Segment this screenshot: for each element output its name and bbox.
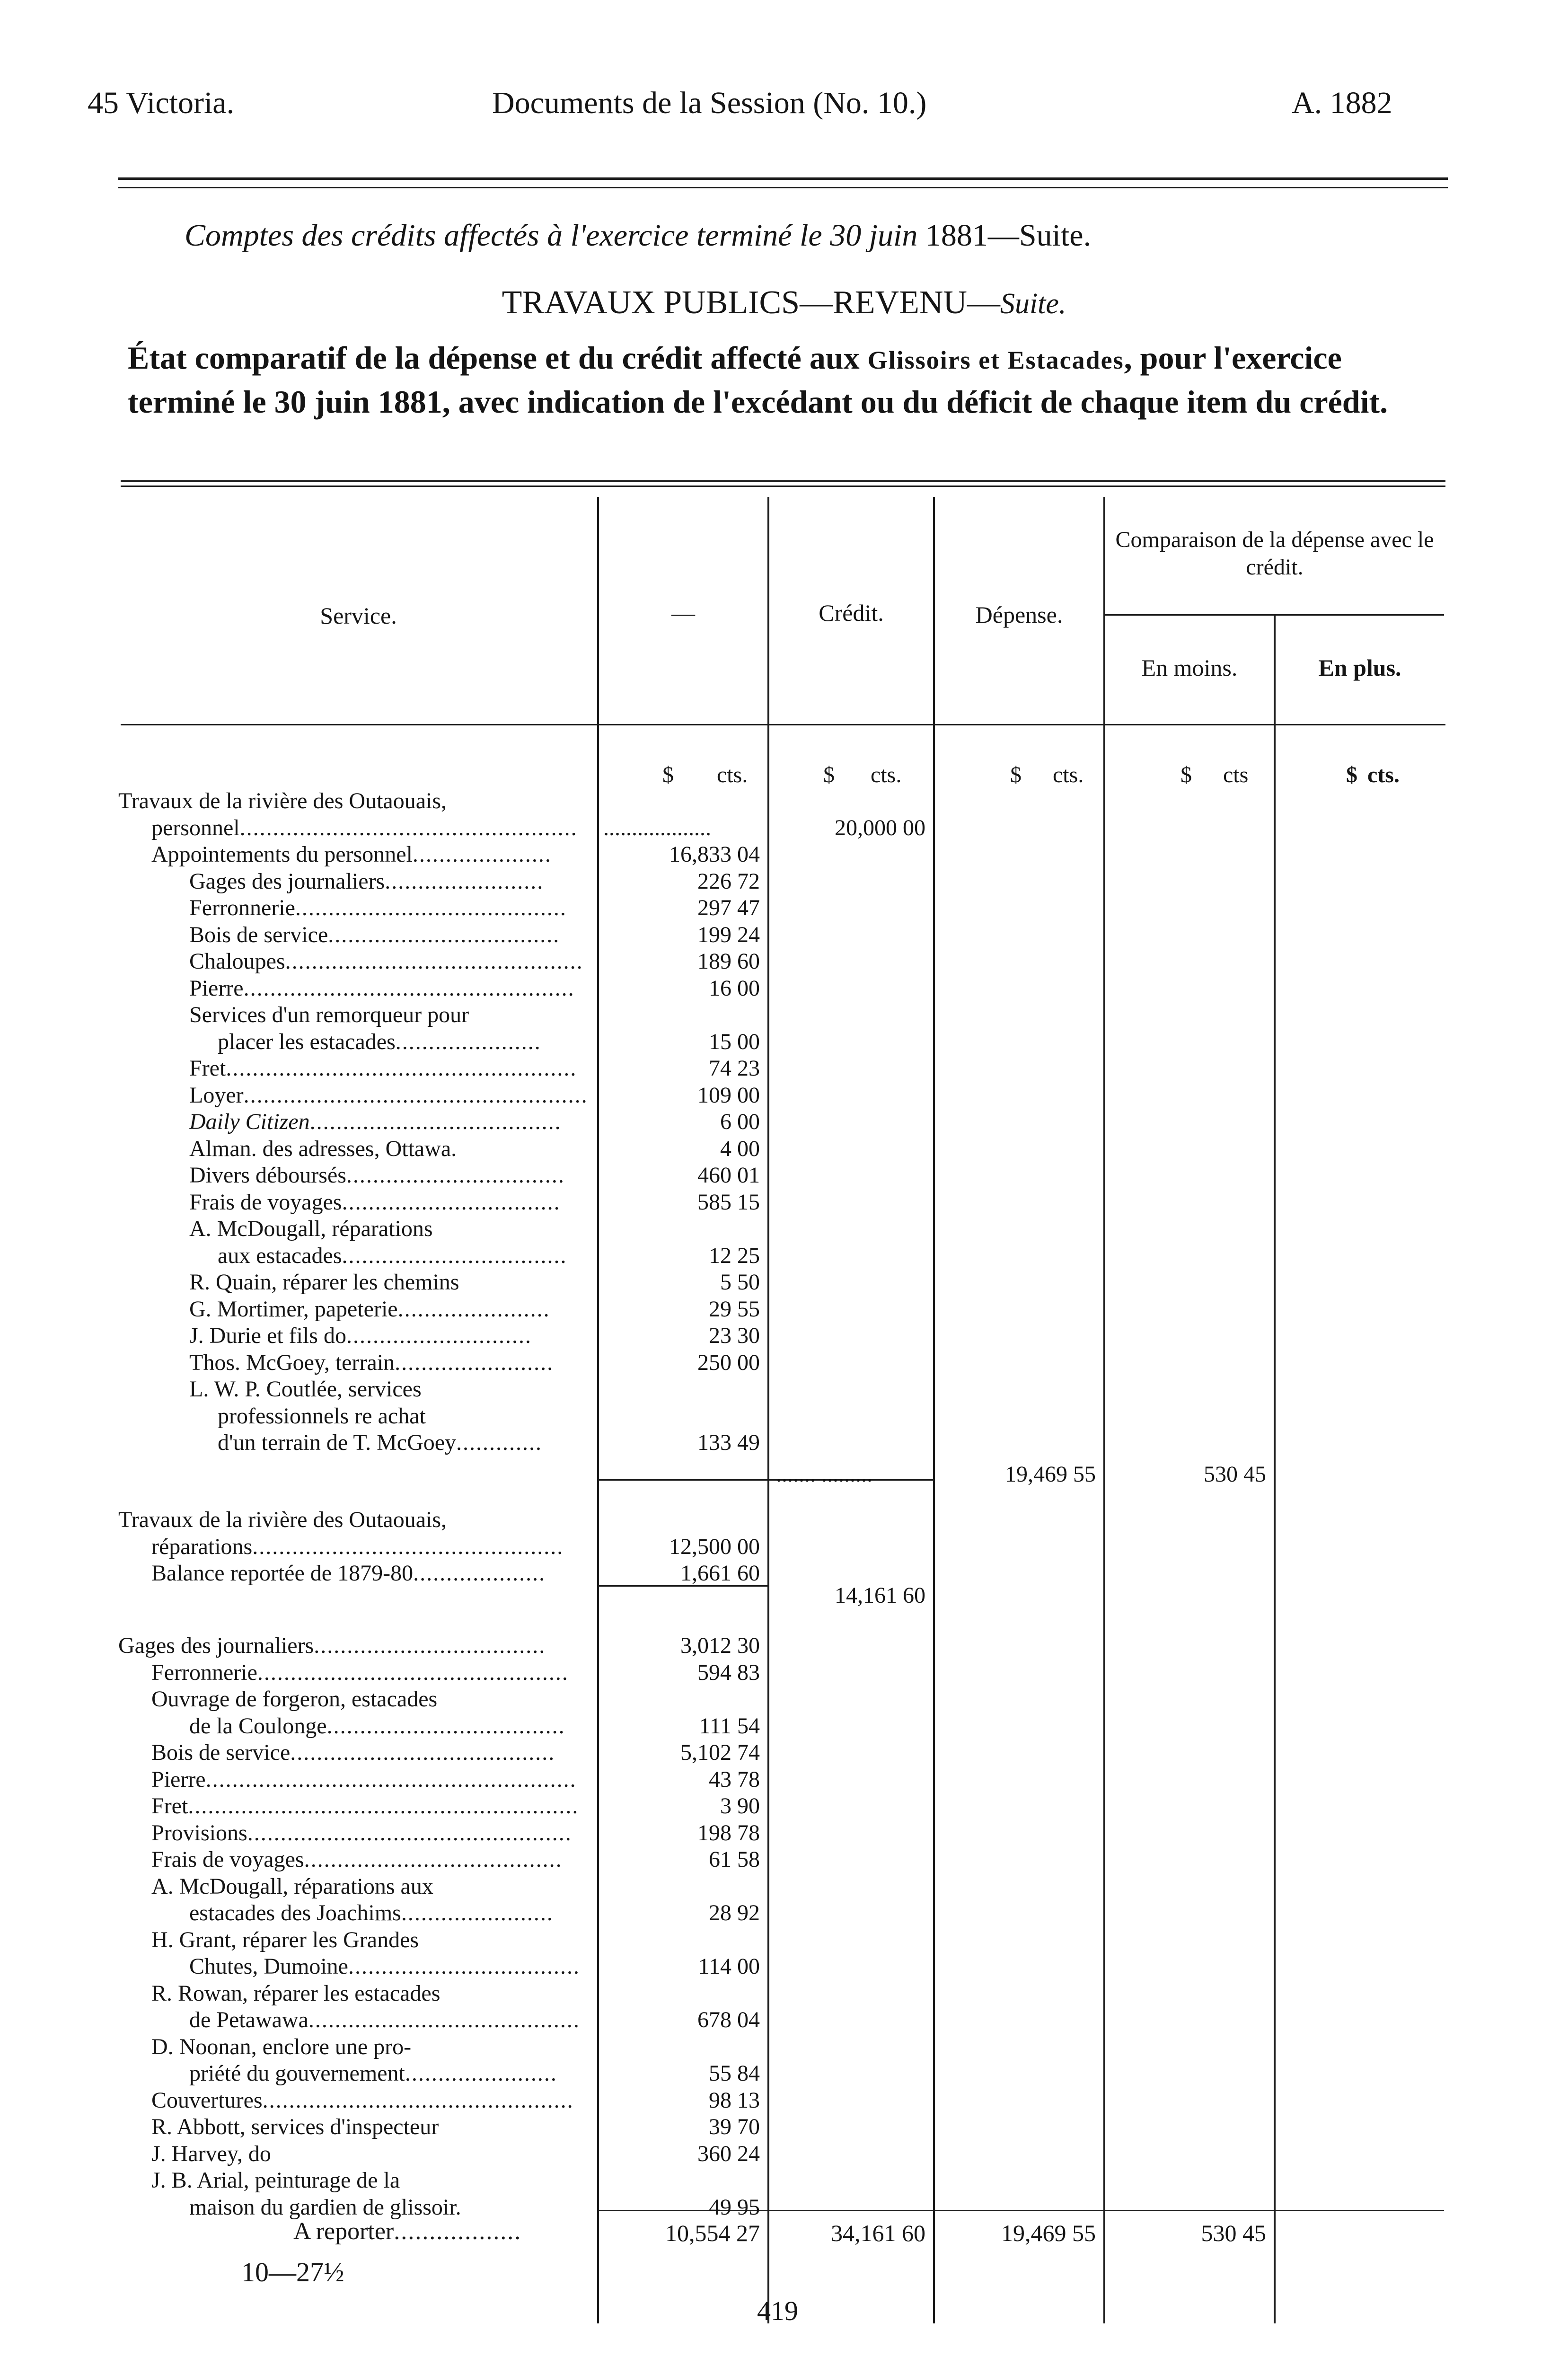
row-label xyxy=(189,1953,594,1980)
row-amount: 16,833 04 xyxy=(669,842,760,867)
row-amount: 15 00 xyxy=(709,1029,760,1054)
section-subtitle-suite: Suite. xyxy=(1000,288,1066,320)
total-credit: 34,161 60 xyxy=(831,2220,925,2246)
leader-dots: ........................................................ xyxy=(205,1767,577,1792)
row-label-text: Frais de voyages xyxy=(189,1190,342,1215)
total-label-dots: .................. xyxy=(394,2218,522,2245)
row-amount: 3,012 30 xyxy=(680,1633,760,1658)
unit-cts-plus: cts. xyxy=(1367,762,1400,787)
leader-dots: ............................................... xyxy=(252,1534,564,1559)
row-label xyxy=(189,868,594,895)
row-label-text: aux estacades xyxy=(218,1243,342,1268)
leader-dots: ....................................... xyxy=(304,1847,563,1872)
row-amount: 16 00 xyxy=(709,976,760,1001)
row-label-text: Pierre xyxy=(151,1767,206,1792)
row-label-text: Provisions xyxy=(151,1820,247,1845)
row-label xyxy=(189,1109,594,1135)
row-label xyxy=(151,1686,594,1713)
row-label-text: D. Noonan, enclore une pro- xyxy=(151,2034,412,2059)
leader-dots: ....................... xyxy=(401,1900,554,1925)
row-label xyxy=(151,1560,594,1587)
leader-dots: .................... xyxy=(413,1561,546,1586)
row-label xyxy=(189,1350,594,1376)
row-amount: 297 47 xyxy=(697,895,760,920)
row-label-text: Chutes, Dumoine xyxy=(189,1954,348,1979)
row-label-text: placer les estacades xyxy=(218,1029,396,1054)
unit-dollar-credit: $ xyxy=(823,762,835,787)
table-top-rule-2 xyxy=(121,486,1445,487)
row-label xyxy=(218,1403,594,1430)
row-label-text: Loyer xyxy=(189,1083,244,1108)
running-header-center: Documents de la Session (No. 10.) xyxy=(492,86,927,120)
col-header-comparaison: Comparaison de la dépense avec le crédit. xyxy=(1115,527,1434,580)
row-label xyxy=(189,2007,594,2033)
leader-dots: ................................. xyxy=(342,1190,561,1215)
section-title xyxy=(185,218,1091,254)
row-amount: 189 60 xyxy=(697,949,760,974)
row-label xyxy=(189,948,594,975)
row-label xyxy=(151,2167,594,2194)
row-depense: 19,469 55 xyxy=(1005,1462,1096,1487)
row-label-text: professionnels re achat xyxy=(218,1404,426,1429)
row-label-text: J. Durie et fils do xyxy=(189,1323,346,1348)
header-bottom-rule xyxy=(121,724,1445,725)
row-label xyxy=(189,2194,594,2221)
row-label-text: Chaloupes xyxy=(189,949,285,974)
leader-dots: ...................................... xyxy=(309,1109,562,1134)
row-label-text: R. Abbott, services d'inspecteur xyxy=(151,2114,439,2139)
row-amount: 678 04 xyxy=(697,2007,760,2032)
col-header-en-moins: En moins. xyxy=(1141,654,1238,681)
row-label xyxy=(189,1323,594,1349)
row-label-text: Ferronnerie xyxy=(151,1660,257,1685)
row-amount: 3 90 xyxy=(720,1793,760,1819)
row-amount: 12 25 xyxy=(709,1243,760,1268)
row-label xyxy=(118,1507,594,1533)
row-label xyxy=(118,788,594,814)
row-amount: 114 00 xyxy=(698,1954,760,1979)
row-label-text: J. Harvey, do xyxy=(151,2141,271,2166)
row-label xyxy=(151,2141,594,2167)
row-label-text: Fret xyxy=(151,1793,188,1819)
row-label xyxy=(151,1873,594,1900)
row-label xyxy=(218,1029,594,1055)
row-amount: 198 78 xyxy=(697,1820,760,1845)
row-label-text: Alman. des adresses, Ottawa. xyxy=(189,1136,457,1161)
col-header-credit: Crédit. xyxy=(819,600,884,626)
statement-intro-subject: Glissoirs et Estacades xyxy=(867,346,1124,374)
row-label xyxy=(151,1660,594,1686)
row-amount: 5 50 xyxy=(720,1270,760,1295)
total-label-text: A reporter xyxy=(293,2218,394,2245)
row-amount: 4 00 xyxy=(720,1136,760,1161)
leader-dots: ......................................... xyxy=(295,895,567,920)
row-label-text: A. McDougall, réparations aux xyxy=(151,1874,433,1899)
row-amount: 226 72 xyxy=(697,869,760,894)
row-amount: 43 78 xyxy=(709,1767,760,1792)
unit-dollar-depense: $ xyxy=(1010,762,1022,787)
leader-dots: ..................... xyxy=(412,842,552,867)
col-divider-5 xyxy=(1274,615,1276,2323)
col-header-en-plus: En plus. xyxy=(1318,654,1401,681)
row-label xyxy=(189,1296,594,1323)
row-amount: 111 54 xyxy=(699,1713,760,1739)
row-label-text: R. Rowan, réparer les estacades xyxy=(151,1981,440,2006)
leader-dots: ................................................... xyxy=(239,815,578,840)
row-amount: 61 58 xyxy=(709,1847,760,1872)
unit-cts-moins: cts xyxy=(1223,762,1249,787)
statement-intro-c: , pour l'exercice terminé le 30 juin 1881, avec indication de l'excédant ou du déficit de chaque item du crédit. xyxy=(128,340,1388,420)
statement-intro xyxy=(128,337,1443,423)
row-label-text: Travaux de la rivière des Outaouais, xyxy=(118,788,447,813)
page-number: 419 xyxy=(757,2295,798,2326)
leader-dots: ........................ xyxy=(385,869,544,894)
row-label xyxy=(189,1900,594,1926)
running-header-right: A. 1882 xyxy=(1292,86,1392,120)
leader-dots: ................................. xyxy=(346,1163,565,1188)
table-top-rule-1 xyxy=(121,480,1445,482)
col-divider-3 xyxy=(933,497,935,2323)
leader-dots: ........................ xyxy=(395,1350,554,1375)
leader-dots: ........................................................... xyxy=(188,1793,579,1819)
row-label xyxy=(189,2060,594,2087)
total-en-moins: 530 45 xyxy=(1201,2220,1266,2246)
row-amount: 133 49 xyxy=(697,1430,760,1455)
row-amount: 585 15 xyxy=(697,1190,760,1215)
unit-cts-credit: cts. xyxy=(871,762,902,787)
row-label xyxy=(189,975,594,1002)
row-credit: 20,000 00 xyxy=(835,815,925,840)
row-label xyxy=(218,1243,594,1269)
row-label-text: J. B. Arial, peinturage de la xyxy=(151,2168,400,2193)
row-label xyxy=(189,895,594,921)
row-label xyxy=(189,1136,594,1162)
row-label xyxy=(189,1002,594,1028)
row-label-text: réparations xyxy=(151,1534,253,1559)
unit-cts-amount: cts. xyxy=(717,762,748,787)
row-amount: 28 92 xyxy=(709,1900,760,1925)
section-subtitle-text: TRAVAUX PUBLICS—REVENU— xyxy=(502,284,1000,321)
row-label-text: Travaux de la rivière des Outaouais, xyxy=(118,1507,447,1532)
row-amount: 12,500 00 xyxy=(669,1534,760,1559)
row-label-text: Thos. McGoey, terrain xyxy=(189,1350,395,1375)
row-label-text: priété du gouvernement xyxy=(189,2061,405,2086)
row-amount: 109 00 xyxy=(697,1083,760,1108)
row-label xyxy=(151,841,594,868)
row-label-text: de Petawawa xyxy=(189,2007,308,2032)
header-rule-bottom xyxy=(118,187,1448,188)
row-label-text: maison du gardien de glissoir. xyxy=(189,2195,461,2220)
row-amount: 199 24 xyxy=(697,922,760,947)
unit-dollar-amount: $ xyxy=(662,762,674,787)
row-label-text: de la Coulonge xyxy=(189,1713,327,1739)
row-label-text: A. McDougall, réparations xyxy=(189,1216,433,1241)
row-label xyxy=(189,1269,594,1296)
row-label-text: H. Grant, réparer les Grandes xyxy=(151,1927,419,1952)
leader-dots: .................................. xyxy=(342,1243,567,1268)
comparison-split-rule xyxy=(1103,614,1444,616)
row-label-text: personnel xyxy=(151,815,240,840)
row-label xyxy=(151,1820,594,1846)
total-label xyxy=(293,2218,521,2245)
row-label xyxy=(151,1846,594,1873)
row-label-text: Appointements du personnel xyxy=(151,842,413,867)
leader-dots: .................................... xyxy=(326,1713,565,1739)
row-label xyxy=(151,1927,594,1953)
total-amount: 10,554 27 xyxy=(665,2220,760,2246)
col-header-service: Service. xyxy=(320,602,397,629)
col-header-depense: Dépense. xyxy=(975,601,1063,628)
row-amount: 6 00 xyxy=(720,1109,760,1134)
leader-dots: ......................................... xyxy=(308,2007,580,2032)
leader-dots: .................................................. xyxy=(243,976,575,1001)
row-label xyxy=(118,1633,594,1659)
row-label-text: Ouvrage de forgeron, estacades xyxy=(151,1686,438,1712)
row-label-text: Bois de service xyxy=(151,1740,291,1765)
row-label-text: Ferronnerie xyxy=(189,895,295,920)
row-amount: 360 24 xyxy=(697,2141,760,2166)
row-label xyxy=(189,1713,594,1739)
row-label-text: Bois de service xyxy=(189,922,328,947)
unit-dollar-moins: $ xyxy=(1180,762,1192,787)
section-subtitle xyxy=(0,284,1568,322)
row-amount: 74 23 xyxy=(709,1056,760,1081)
leader-dots: .................................................... xyxy=(243,1083,588,1108)
row-label xyxy=(151,1793,594,1819)
row-label xyxy=(218,1430,594,1456)
col-divider-4 xyxy=(1103,497,1105,2323)
row-label-text: Frais de voyages xyxy=(151,1847,304,1872)
col-divider-2 xyxy=(767,497,769,2323)
row-amount: 5,102 74 xyxy=(680,1740,760,1765)
leader-dots: ........................................ xyxy=(290,1740,555,1765)
leader-dots: ............................................. xyxy=(285,949,583,974)
row-en-moins: 530 45 xyxy=(1204,1462,1266,1487)
row-amount: 23 30 xyxy=(709,1323,760,1348)
row-amount: ................... xyxy=(603,815,711,840)
row-label-text: Gages des journaliers xyxy=(118,1633,314,1658)
row-label-text: Daily Citizen xyxy=(189,1109,310,1134)
row-credit: ....... ......... xyxy=(776,1462,872,1487)
row-label xyxy=(189,922,594,948)
section-title-upright: 1881—Suite. xyxy=(925,218,1092,253)
leader-dots: ............................................... xyxy=(257,1660,569,1685)
row-amount: 1,661 60 xyxy=(680,1561,760,1586)
leader-dots: ................................... xyxy=(348,1954,580,1979)
row-label-text: R. Quain, réparer les chemins xyxy=(189,1270,459,1295)
col-header-dash: — xyxy=(671,600,695,626)
row-label-text: Gages des journaliers xyxy=(189,869,385,894)
leader-dots: ................................................. xyxy=(247,1820,572,1845)
leader-dots: ............................................... xyxy=(262,2088,574,2113)
total-depense: 19,469 55 xyxy=(1001,2220,1096,2246)
col-divider-1 xyxy=(597,497,599,2323)
leader-dots: ............. xyxy=(456,1430,543,1455)
row-label xyxy=(189,1376,594,1403)
leader-dots: ..................................................... xyxy=(226,1056,577,1081)
row-amount: 29 55 xyxy=(709,1297,760,1322)
header-rule-top xyxy=(118,177,1448,180)
leader-dots: ................................... xyxy=(314,1633,546,1658)
row-label xyxy=(151,1766,594,1793)
row-label-text: estacades des Joachims xyxy=(189,1900,401,1925)
leader-dots: ................................... xyxy=(328,922,560,947)
unit-cts-depense: cts. xyxy=(1053,762,1084,787)
row-label xyxy=(151,815,594,841)
row-label xyxy=(189,1082,594,1109)
signature-mark: 10—27½ xyxy=(241,2257,344,2287)
unit-dollar-plus: $ xyxy=(1346,762,1357,787)
row-label-text: Balance reportée de 1879-80 xyxy=(151,1561,414,1586)
row-label-text: Divers déboursés xyxy=(189,1163,346,1188)
row-label xyxy=(151,2087,594,2114)
row-label xyxy=(151,2034,594,2060)
section-title-italic: Comptes des crédits affectés à l'exercice terminé le 30 juin xyxy=(185,218,918,253)
row-label xyxy=(151,2114,594,2140)
leader-dots: ....................... xyxy=(405,2061,557,2086)
row-label xyxy=(151,1980,594,2007)
row-label-text: Pierre xyxy=(189,976,244,1001)
row-label-text: Couvertures xyxy=(151,2088,263,2113)
row-label xyxy=(189,1189,594,1216)
row-label-text: G. Mortimer, papeterie xyxy=(189,1297,398,1322)
row-amount: 49 95 xyxy=(709,2195,760,2220)
leader-dots: ............................ xyxy=(346,1323,532,1348)
row-label-text: d'un terrain de T. McGoey xyxy=(218,1430,457,1455)
row-amount: 39 70 xyxy=(709,2114,760,2139)
row-label xyxy=(189,1216,594,1242)
leader-dots: ...................... xyxy=(395,1029,541,1054)
row-amount: 98 13 xyxy=(709,2088,760,2113)
row-label xyxy=(151,1534,594,1560)
row-label-text: Fret xyxy=(189,1056,226,1081)
row-credit: 14,161 60 xyxy=(835,1583,925,1608)
statement-intro-a: État comparatif de la dépense et du crédit affecté aux xyxy=(128,340,860,376)
row-label xyxy=(189,1162,594,1189)
running-header-left: 45 Victoria. xyxy=(88,86,235,120)
row-amount: 250 00 xyxy=(697,1350,760,1375)
row-label-text: Services d'un remorqueur pour xyxy=(189,1002,469,1027)
row-amount: 55 84 xyxy=(709,2061,760,2086)
row-amount: 594 83 xyxy=(697,1660,760,1685)
row-label-text: L. W. P. Coutlée, services xyxy=(189,1377,422,1402)
row-label xyxy=(151,1739,594,1766)
row-label xyxy=(189,1055,594,1082)
leader-dots: ....................... xyxy=(397,1297,550,1322)
row-amount: 460 01 xyxy=(697,1163,760,1188)
